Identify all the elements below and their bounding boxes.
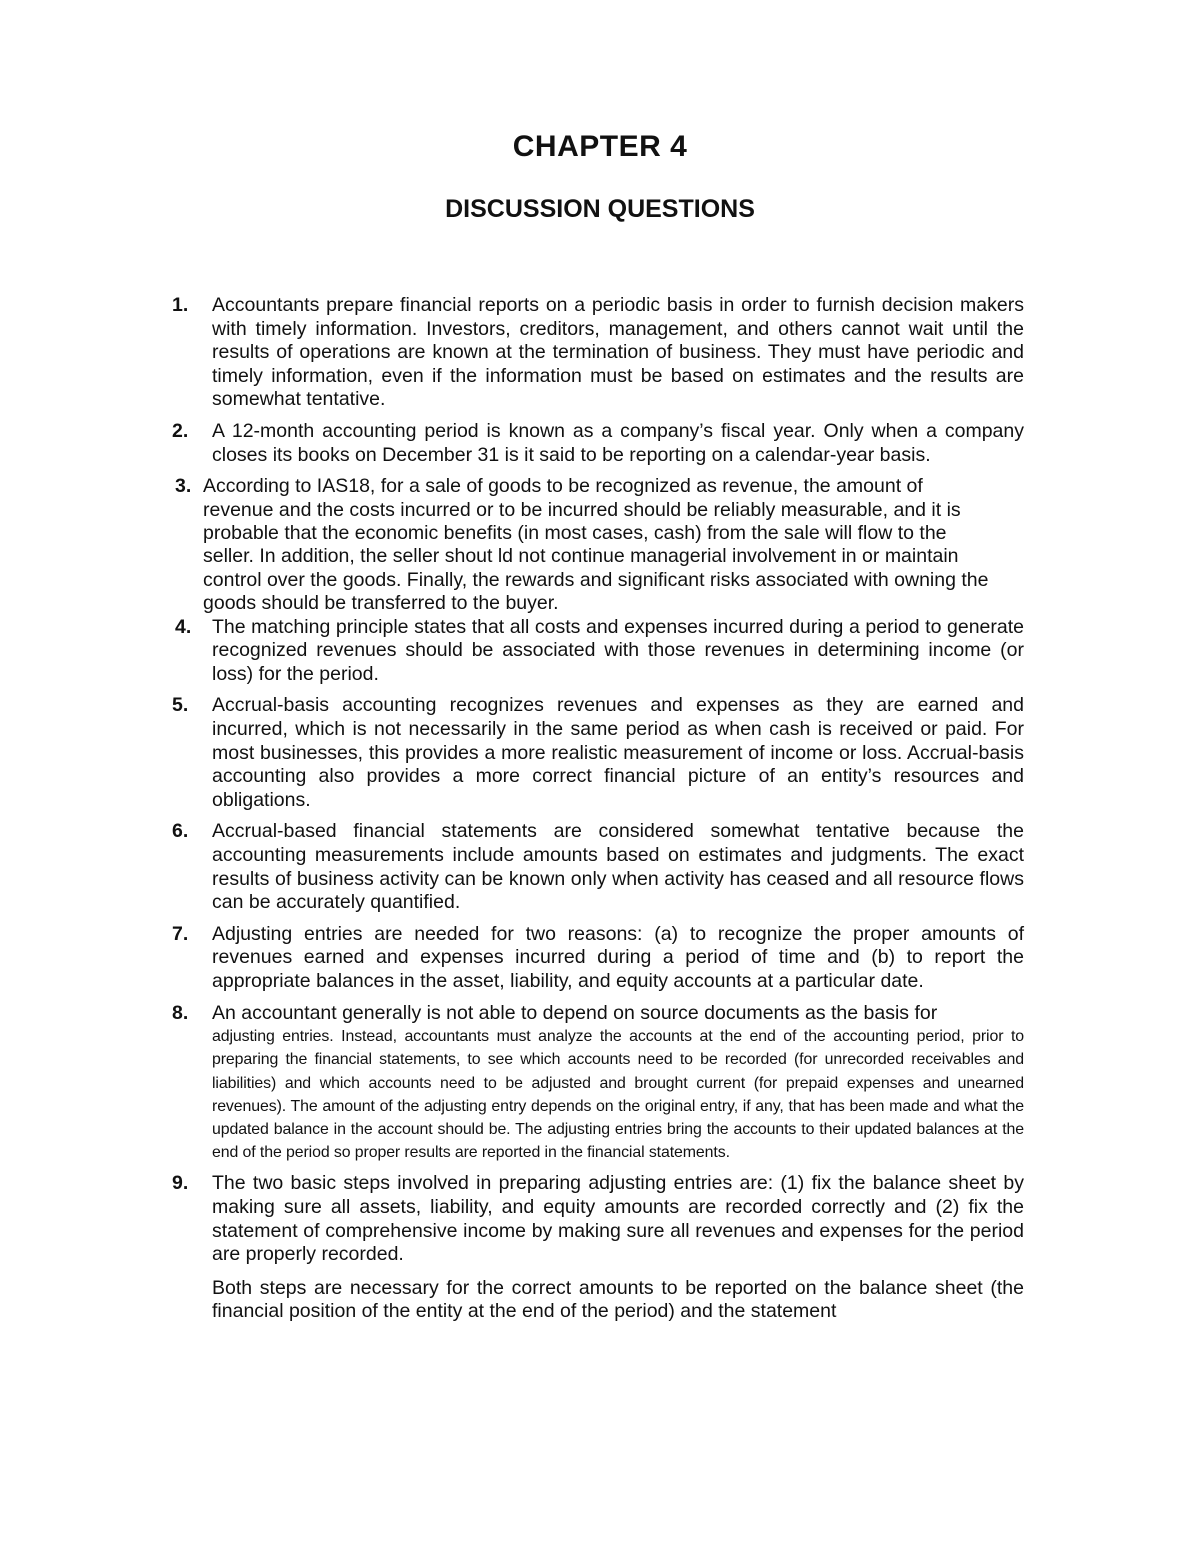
question-number: 7. <box>172 922 189 945</box>
question-answer-text: The matching principle states that all costs and expenses incurred during a period to generate recognized revenues should be associated with those revenues in determining income (or loss) for the period. <box>212 615 1024 685</box>
question-answer-text: Accountants prepare financial reports on a periodic basis in order to furnish decision makers with timely information. Investors, creditors, management, and others cannot wait until the results of operations are known at the termination of business. They must have periodic and timely information, even if the information must be based on estimates and the results are somewhat tentative. <box>212 294 1024 411</box>
question-item <box>172 294 1024 412</box>
question-item <box>172 1172 1024 1324</box>
question-answer-lead: An accountant generally is not able to depend on source documents as the basis for <box>212 1001 938 1024</box>
question-number: 4. <box>175 615 192 638</box>
question-answer-text <box>212 1002 1024 1165</box>
question-number: 8. <box>172 1001 189 1024</box>
question-item <box>172 475 1024 615</box>
question-answer-text: Accrual-based financial statements are considered somewhat tentative because the accounting measurements include amounts based on estimates and judgments. The exact results of business activity can be known only when activity has ceased and all resource flows can be accurately quantified. <box>212 820 1024 914</box>
question-number: 2. <box>172 419 189 442</box>
question-answer-continuation: Both steps are necessary for the correct amounts to be reported on the balance sheet (the financial position of the entity at the end of the period) and the statement <box>212 1276 1024 1323</box>
question-answer-text: Adjusting entries are needed for two reasons: (a) to recognize the proper amounts of revenues earned and expenses incurred during a period of time and (b) to report the appropriate balances in the asset, liability, and equity accounts at a particular date. <box>212 922 1024 992</box>
question-item <box>172 694 1024 812</box>
question-number: 6. <box>172 820 189 843</box>
section-title: DISCUSSION QUESTIONS <box>445 195 755 223</box>
discussion-question-list <box>172 294 1024 1332</box>
question-item <box>172 820 1024 914</box>
question-answer-text: The two basic steps involved in preparing adjusting entries are: (1) fix the balance sheet by making sure all assets, liability, and equity amounts are recorded correctly and (2) fix the statement of comprehensive income by making sure all revenues and expenses for the period are properly recorded. <box>212 1172 1024 1266</box>
question-number: 1. <box>172 294 189 316</box>
question-number: 9. <box>172 1172 189 1195</box>
question-number: 5. <box>172 694 189 717</box>
question-number: 3. <box>175 475 192 498</box>
question-item <box>172 616 1024 687</box>
question-answer-body: adjusting entries. Instead, accountants must analyze the accounts at the end of the accounting period, prior to preparing the financial statements, to see which accounts need to be recorded (for unrecorded receivables and liabilities) and which accounts need to be adjusted and brought current (for prepaid expenses and unearned revenues). The amount of the adjusting entry depends on the original entry, if any, that has been made and what the updated balance in the account should be. The adjusting entries bring the accounts to their updated balances at the end of the period so proper results are reported in the financial statements. <box>212 1028 1024 1162</box>
question-answer-text: Accrual-basis accounting recognizes revenues and expenses as they are earned and incurred, which is not necessarily in the same period as when cash is received or paid. For most businesses, this provides a more realistic measurement of income or loss. Accrual-basis accounting also provides a more correct financial picture of an entity’s resources and obligations. <box>212 694 1024 811</box>
question-answer-text: A 12-month accounting period is known as a company’s fiscal year. Only when a company closes its books on December 31 is it said to be reporting on a calendar-year basis. <box>212 419 1024 466</box>
question-item <box>172 420 1024 467</box>
question-answer-text: According to IAS18, for a sale of goods to be recognized as revenue, the amount of revenue and the costs incurred or to be incurred should be reliably measurable, and it is probable that the economic benefits (in most cases, cash) from the sale will flow to the seller. In addition, the seller shout ld not continue managerial involvement in or maintain control over the goods. Finally, the rewards and significant risks associated with owning the goods should be transferred to the buyer. <box>203 475 989 615</box>
question-item <box>172 923 1024 994</box>
question-item <box>172 1002 1024 1165</box>
chapter-title: CHAPTER 4 <box>512 130 688 163</box>
